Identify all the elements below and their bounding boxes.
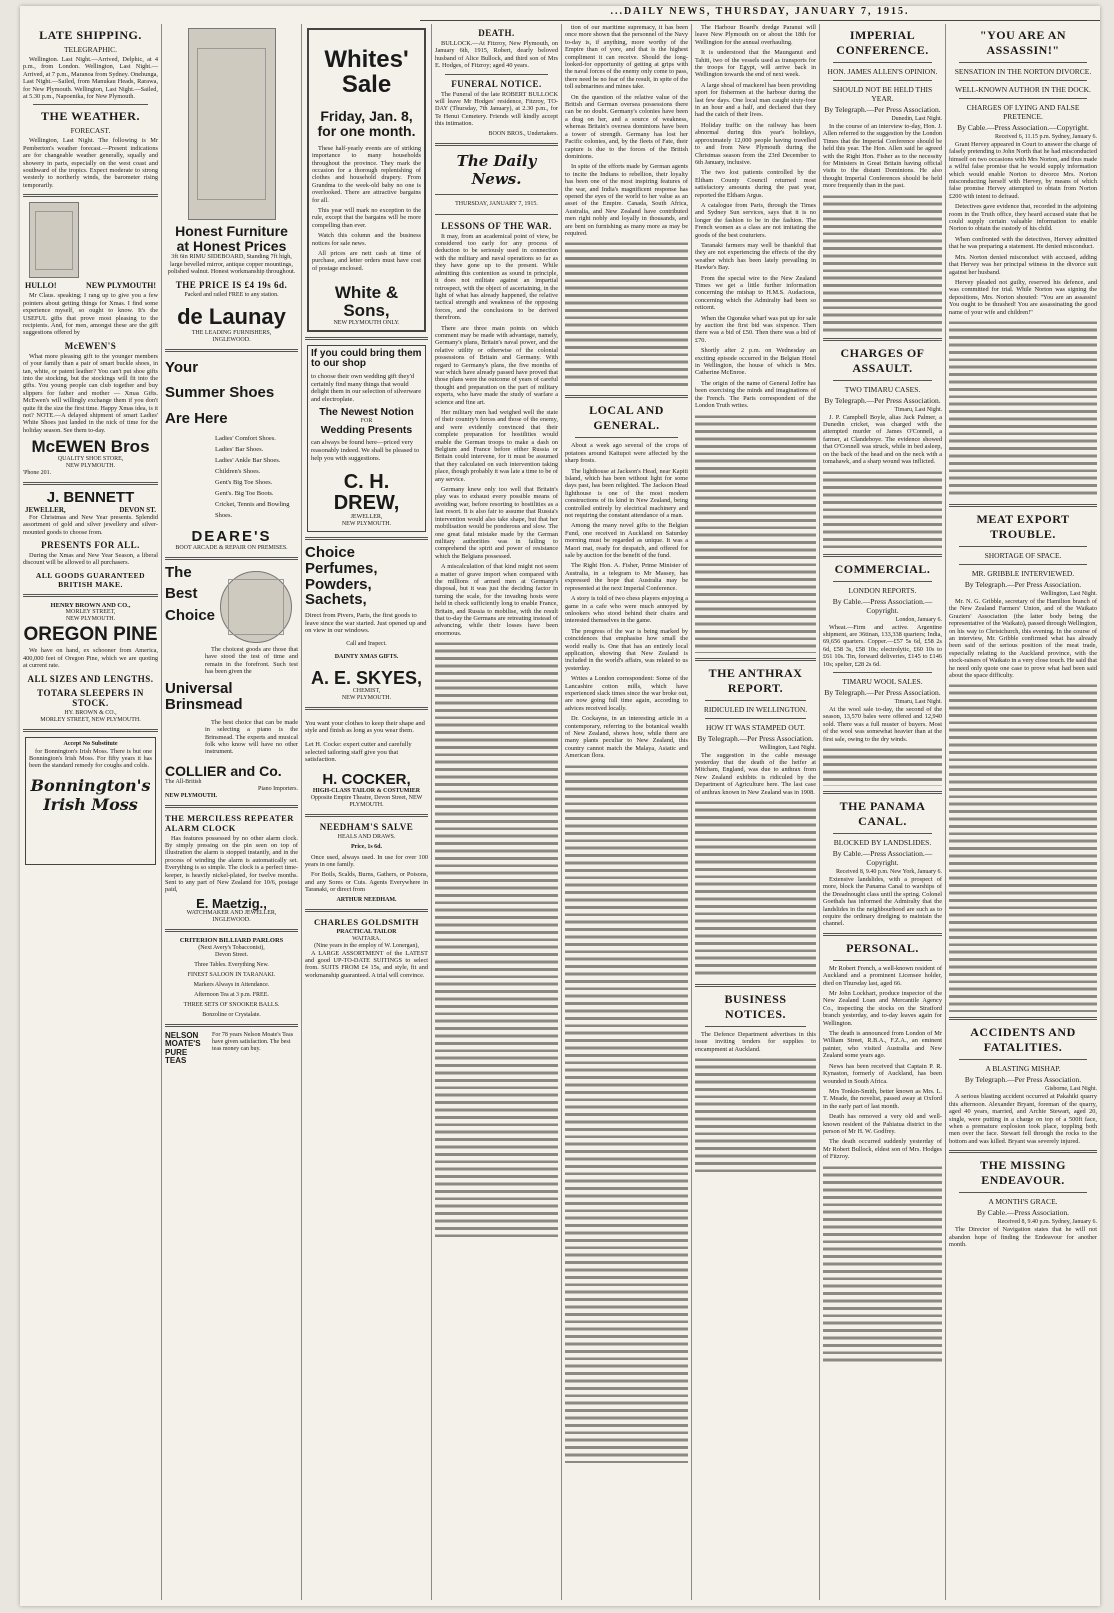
billiards-sub: (Next Avery's Tobacconist), <box>198 945 265 952</box>
newspaper-masthead: The Daily News. <box>456 151 537 188</box>
whites-text4: All prices are nett cash at time of purchase, and letter orders must have cost of postage enclosed. <box>312 250 421 272</box>
anthrax-sub: RIDICULED IN WELLINGTON. <box>703 704 808 714</box>
bonnington-text: for Bonnington's Irish Moss. There is but one Bonnington's Irish Moss. For fifty years it has been the standard remedy for coughs and colds. <box>29 747 152 770</box>
column-1 <box>20 24 162 1600</box>
personal-paragraph: Mrs Tonkin-Smith, better known as Mrs. L. T. Meade, the novelist, passed away at Oxford in the early part of last month. <box>823 1087 942 1110</box>
bennett-ad <box>23 490 158 589</box>
needham-price: Price, 1s 6d. <box>351 843 382 850</box>
drew-city: NEW PLYMOUTH. <box>341 521 392 528</box>
skyes-firm: A. E. SKYES, <box>310 667 423 688</box>
meat-sub2: MR. GRIBBLE INTERVIEWED. <box>971 568 1075 578</box>
page-header: ...DAILY NEWS, THURSDAY, JANUARY 7, 1915. <box>420 6 1100 21</box>
mcewen-name: McEWEN'S <box>64 340 117 351</box>
oregon-sizes: ALL SIZES AND LENGTHS. <box>27 673 154 684</box>
business-lines <box>695 1056 816 1176</box>
cocker-text: You want your clothes to keep their shape and style and finish as long as you wear them. <box>305 719 425 735</box>
oregon-city: NEW PLYMOUTH. <box>65 616 116 623</box>
drew-text: to choose their own wedding gift they'd certainly find many things that would delight them in our selection of silverware and electroplate. <box>311 372 422 403</box>
sideboard-illustration <box>188 28 276 220</box>
assassin-paragraph: Detectives gave evidence that, recorded in the adjoining room in the Truth office, they heard accused state that he could supply certain valuable information to enable Norton to obtain the custody of his child. <box>949 203 1097 233</box>
death-heading: DEATH. <box>478 28 515 38</box>
assassin-place: Received 6, 11.15 p.m. Sydney, January 6. <box>994 134 1097 140</box>
shoes-h2: Summer Shoes <box>165 384 275 402</box>
column-3 <box>302 24 432 1600</box>
accidents-sub: A BLASTING MISHAP. <box>985 1064 1061 1074</box>
furniture-title-2: at Honest Prices <box>176 237 287 254</box>
weather-heading: THE WEATHER. <box>41 109 140 124</box>
collier-firm: COLLIER and Co. <box>165 762 282 779</box>
death-text: BULLOCK.—At Fitzroy, New Plymouth, on January 6th, 1915, Robert, dearly beloved husband of Alice Bullock, and third son of Mrs E. Hodges, of Fitzroy; aged 40 years. <box>435 40 558 70</box>
needham-ad <box>305 822 428 904</box>
assassin-byline: By Cable.—Press Association.—Copyright. <box>957 123 1089 132</box>
personal-paragraph: News has been received that Captain P. R. Kynaston, formerly of Auckland, has been wounded in South Africa. <box>823 1062 942 1085</box>
editorial-heading: LESSONS OF THE WAR. <box>441 220 552 231</box>
choice-h5: Brinsmead <box>165 696 243 714</box>
business-heading: BUSINESS NOTICES. <box>724 991 787 1021</box>
bennett-presents: PRESENTS FOR ALL. <box>41 540 140 550</box>
weather-text: Wellington, Last Night. The following is Mr Pemberton's weather forecast.—Present indications are for changeable weather generally, squally and showery in parts, especially on the west coast and southward of the tropics. Expect moderate to strong westerly to northerly winds, the barometer rising temporarily. <box>23 137 158 189</box>
billiards-street: Devon Street. <box>215 952 248 959</box>
assassin-paragraph: Grant Hervey appeared in Court to answer the charge of falsely pretending to John North that he had misconducted himself on two occasions with Mrs Norton, and thus made a wilful false promise that he would supply information which would enable Norton to divorce Mrs. Norton misconducting herself with Hervey, by means of which false promise Hervey attempted to obtain from Norton £200 with intent to defraud. <box>949 141 1097 200</box>
mcewen-addr: NEW PLYMOUTH. <box>65 463 116 470</box>
imperial-sub: HON. JAMES ALLEN'S OPINION. <box>827 67 938 76</box>
needham-name: ARTHUR NEEDHAM. <box>336 896 397 903</box>
missing-place: Received 8, 9.40 p.m. Sydney, January 6. <box>997 1219 1097 1226</box>
maetzig-tag: WATCHMAKER AND JEWELLER, <box>186 910 277 917</box>
delaunay-tag: THE LEADING FURNISHERS, <box>191 329 272 336</box>
wool-place: Timaru, Last Night. <box>894 698 942 705</box>
assassin-lines <box>949 319 1097 499</box>
imperial-byline: By Telegraph.—Per Press Association. <box>824 105 941 114</box>
assault-byline: By Telegraph.—Per Press Association. <box>824 395 941 405</box>
whites-h3: Friday, Jan. 8, <box>320 108 413 125</box>
oregon-title: OREGON PINE <box>23 624 158 646</box>
imperial-text: In the course of an interview to-day, Hon. J. Allen referred to the suggestion by the London Times that the Imperial Conference should be held this year. The Hon. Allen said he agreed with the Right Hon. Fisher as to the necessity for Ministers in Great Britain having official visits to the distant Dominions. He also thought Imperial Conferences should be held more frequently than in the past. <box>823 123 942 190</box>
newspaper-page <box>20 6 1100 1606</box>
nelson-text: For 78 years Nelson Moate's Teas have given satisfaction. The best teas money can buy. <box>212 1032 294 1053</box>
shipping-subheading: TELEGRAPHIC. <box>63 45 118 54</box>
assassin-paragraph: When confronted with the detectives, Hervey admitted that he was preparing a statement. He denied misconduct. <box>949 235 1097 251</box>
local-news-paragraph: A story is told of two chess players enjoying a game in a cafe who were much annoyed by onlookers who stood behind their chairs and interested themselves in the game. <box>565 595 688 625</box>
column-6 <box>692 24 820 1600</box>
assault-heading: CHARGES OF ASSAULT. <box>840 345 925 375</box>
wool-lines <box>823 746 942 786</box>
panama-text: Extensive landslides, with a prospect of more, block the Panama Canal to warships of the Dreadnought class until the spring. Colonel Goethals has informed the Admiralty that the landslides in the neighbourhood are such as to require the ordinary dredging to maintain the channel. <box>823 875 942 928</box>
choice-h2: Best <box>165 585 198 603</box>
collier-ad <box>165 565 298 800</box>
editorial-paragraph: Germany knew only too well that Britain's play was to exhaust every possible means of avoiding war, before resorting to hostilities as a last resort. It is also fair to assume that Russia's intervention would also take shape, but that her mobilisation would be ponderous and slow. The one great fatal mistake made by the German military authorities was in failing to comprehend the spirit and power of resistance which the Belgians possessed. <box>435 486 558 560</box>
needham-sub: HEALS AND DRAWS. <box>337 833 396 840</box>
assassin-paragraph: Mrs. Norton denied misconduct with accused, adding that Hervey was her principal witness in the divorce suit against her husband. <box>949 253 1097 276</box>
furniture-title-1: Honest Furniture <box>175 223 288 239</box>
accidents-place: Gisborne, Last Night. <box>1045 1086 1097 1093</box>
anthrax-heading: THE ANTHRAX REPORT. <box>708 665 803 695</box>
missing-heading: THE MISSING ENDEAVOUR. <box>980 1158 1066 1188</box>
personal-body <box>823 965 942 1161</box>
billiards-l6: Bonzoline or Crystalate. <box>202 1012 261 1019</box>
assassin-body <box>949 141 1097 316</box>
goldsmith-ad <box>305 917 428 980</box>
shoe-list-item: Cricket, Tennis and Bowling Shoes. <box>215 500 290 519</box>
editorial-paragraph: On the question of the relative value of the British and German oversea possessions there can be no doubt. Germany's colonies have been a drag on her, and a source of weakness, whereas Britain's oversea dominions have been a tower of strength. Germany has lost her Pacific colonies, and, by the fleets of Fate, their capture is due to the forces of the British dominions. <box>565 93 688 160</box>
commercial-sub: LONDON REPORTS. <box>848 585 917 595</box>
billiards-ad <box>165 937 298 1019</box>
oregon-street: MORLEY STREET, <box>65 609 116 616</box>
commercial-place: London, January 6. <box>895 616 942 623</box>
funeral-sign: BOON BROS., Undertakers. <box>488 130 558 137</box>
column-7 <box>820 24 946 1600</box>
issue-date: THURSDAY, JANUARY 7, 1915. <box>455 200 538 207</box>
personal-heading: PERSONAL. <box>846 940 919 955</box>
local-news-paragraph: A large shoal of mackerel has been providing sport for fishermen at the harbour during the last few days. One local man caught sixty-four in an hour and a half, and declared that they had the catch of their lives. <box>695 81 816 119</box>
shoe-list-item: Gent's Big Toe Shoes. <box>215 478 273 486</box>
local-news-paragraph: From the special wire to the New Zealand Times we get a little further information concerning the mishap to H.M.S. Audacious, concerning which the Admiralty had been so reticent. <box>695 274 816 312</box>
meat-place: Wellington, Last Night. <box>1040 590 1097 597</box>
column-2 <box>162 24 302 1600</box>
mcewen-brand: McEWEN Bros <box>31 437 150 457</box>
local-news-paragraph: The lighthouse at Jackson's Head, near Kapiti Island, which has been without light for some days past, has been relighted. The Jackson Head lighthouse is one of the most modern constructions of its kind in New Zealand, being controlled entirely by electrical machinery and not requiring the constant attendance of a man. <box>565 467 688 520</box>
bennett-street: DEVON ST. <box>119 505 156 514</box>
hullo-text: HULLO! <box>25 281 57 291</box>
goldsmith-trade: PRACTICAL TAILOR <box>336 928 397 935</box>
editorial-continued-lines <box>565 240 688 390</box>
oregon-totara: TOTARA SLEEPERS IN STOCK. <box>37 687 144 708</box>
drew-firm: C. H. DREW, <box>333 471 400 515</box>
local-news-paragraph: The origin of the name of General Joffre has been exercising the minds and imaginations of the French. The Paris correspondent of the London Truth writes. <box>695 379 816 410</box>
cocker-tag: HIGH-CLASS TAILOR & COSTUMIER <box>312 787 421 794</box>
commercial-text: Wheat.—Firm and active. Argentine shipment, are 36tinan, 133,338 quarters; India, 69,656 quarters. Copper.—£57 5s 6d, £58 2s 6d, £58 3s, £58 10s; electrolytic, £60 10s to £61 10s. Tin, forward deliveries, £145 to £146 10s; spelter, £28 2s 6d. <box>823 623 942 668</box>
shipping-text: Wellington. Last Night.—Arrived, Delphic, at 4 p.m., from London. Wellington, Last Night.—Arrived, at 7 p.m., Maranoa from Sydney. Onehunga, Last Night.—Sailed, from Manukau Heads, Rarawa, for New Plymouth. Wellington, Last Night.—Sailed, at 5.30 p.m., Napoenika, for New Plymouth. <box>23 56 158 101</box>
commercial-heading: COMMERCIAL. <box>834 561 931 576</box>
delaunay-town: INGLEWOOD. <box>212 336 251 343</box>
assault-lines <box>823 469 942 549</box>
local-news-paragraph: Writes a London correspondent: Some of the Lancashire cotton mills, which have experienced slack times since the war broke out, are now going full time again, according to advices received locally. <box>565 675 688 712</box>
meat-lines <box>949 682 1097 1012</box>
mcewen-phone: 'Phone 201. <box>23 470 52 477</box>
local-news-paragraph: It is understood that the Maunganui and Tahiti, two of the vessels used as transports for the troops for Egypt, will arrive back in Wellington towards the end of next week. <box>695 49 816 79</box>
collier-tag2: Piano Importers. <box>258 785 298 792</box>
accidents-heading: ACCIDENTS AND FATALITIES. <box>970 1025 1076 1055</box>
billiards-l5: THREE SETS OF SNOOKER BALLS. <box>183 1002 280 1009</box>
whites-text2: This year will mark no exception to the rule, except that the bargains will be more compelling than ever. <box>312 207 421 229</box>
anthrax-byline: By Telegraph.—Per Press Association. <box>697 733 814 743</box>
whites-h4: for one month. <box>317 123 416 140</box>
editorial-paragraph: In spite of the efforts made by German agents to incite the Indians to rebellion, their loyalty has been one of the most inspiring features of the war, and India's magnificent response has opened the eyes of the world to her value as an asset of the Empire. Canada, South Africa, Australia, and New Zealand have contributed men right nobly and loyally in thousands, and are bent on furnishing as many more as may be required. <box>565 163 688 237</box>
drew-h1: If you could bring them to our shop <box>311 347 422 370</box>
commercial-byline: By Cable.—Press Association.—Copyright. <box>832 596 933 615</box>
oregon-sign: HY. BROWN & CO., <box>64 709 117 716</box>
mcewen-intro: Mr Claus. speaking; I rang up to give you a few pointers about getting things for Xmas. I find some experience myself, so ought to know. It's the USEFUL gifts that prove most pleasing to the recipients. And, for men, amongst these are the gift suggestions offered by <box>23 292 158 337</box>
furniture-packed: Packed and railed FREE to any station. <box>184 291 279 298</box>
editorial-paragraph: Her military men had weighed well the state of their country's forces and those of the enemy, and were evidently convinced that their complete preparation for hostilities would enable the German troops to make a dash on Belgium and France before either Russia or Britain could intervene, for it must be assumed that they calculated on such intervention taking place, though probably it was late a time to be of any service. <box>435 409 558 483</box>
imperial-place: Dunedin, Last Night. <box>891 116 942 122</box>
whites-h1: Whites' <box>324 46 409 73</box>
meat-text: Mr. N. G. Gribble, secretary of the Hamilton branch of the New Zealand Farmers' Union, and of the Waikato Graziers' Association (the latter body being the representative of the Waikato), passed through Wellington, on his way to Christchurch, this evening. In the course of an interview, Mr. Gribble confirmed what has already been said of the serious position of the meat trade, especially relating to the Auckland province, with the stock-raisers of Waikato in a very close touch. He said that he need only quote one case to prove what had been said about the space difficulty. <box>949 597 1097 679</box>
business-text: The Defence Department advertises in this issue inviting tenders for supplies to encampment at Auckland. <box>695 1030 816 1053</box>
local-news-paragraph: A catalogue from Paris, through the Times and Sydney Sun services, says that it is no longer the fashion to be in the fashion. The French women as a class are not imitating the goods of the best couturiers. <box>695 201 816 239</box>
editorial-continued-text <box>435 640 558 1240</box>
anthrax-lines <box>695 799 816 979</box>
meat-byline: By Telegraph.—Per Press Association. <box>964 579 1082 589</box>
bennett-name: J. BENNETT <box>46 489 135 507</box>
collier-tag: The All-British <box>165 778 202 785</box>
cocker-ad <box>305 720 428 809</box>
shoe-list-item: Ladies' Ankle Bar Shoes. <box>215 456 281 464</box>
assassin-sub: SENSATION IN THE NORTON DIVORCE. <box>954 67 1092 76</box>
shoes-h1: Your <box>165 358 199 376</box>
imperial-lines <box>823 193 942 333</box>
clock-ad <box>165 813 298 925</box>
weather-subheading: FORECAST. <box>70 126 111 136</box>
wool-heading: TIMARU WOOL SALES. <box>842 676 923 686</box>
santa-illustration <box>29 202 79 278</box>
column-5 <box>562 24 692 1600</box>
editorial-paragraph: tion of our maritime supremacy, it has been once more shown that the personnel of the Navy to-day is, if anything, more worthy of the Empire than of yore, and that is the highest compliment it can receive. Should the long-looked-for opportunity of getting at grips with the naval forces of the enemy only come to pass, there need be no fear of the result, in spite of the toll submarines and mines take. <box>565 24 688 91</box>
cocker-text2: Let H. Cocke: expert cutter and carefully selected tailoring staff give you that satisfaction. <box>305 740 412 764</box>
column-4 <box>432 24 562 1600</box>
shoe-list-item: Children's Shoes. <box>215 467 261 475</box>
skyes-h4: Sachets, <box>305 591 367 609</box>
skyes-dainty: DAINTY XMAS GIFTS. <box>334 653 399 660</box>
drew-h4: Wedding Presents <box>320 424 413 437</box>
local-news-paragraph: When the Ogonuke wharf was put up for sale by auction the first bid was sixpence. Then there was a bid of £50. Then there was a bid of £70. <box>695 314 816 344</box>
oregon-addr: MORLEY STREET, NEW PLYMOUTH. <box>40 716 141 723</box>
bennett-season: During the Xmas and New Year Season, a liberal discount will be allowed to all purchasers. <box>23 552 158 567</box>
nelson-ad <box>165 1032 298 1066</box>
local-notes-lines <box>695 413 816 653</box>
personal-paragraph: The death occurred suddenly yesterday of Mr Robert Bullock, eldest son of Mrs. Hodges of Fitzroy. <box>823 1138 942 1161</box>
maetzig-town: INGLEWOOD. <box>212 917 251 924</box>
billiards-title: CRITERION BILLIARD PARLORS <box>179 937 284 945</box>
missing-sub: A MONTH'S GRACE. <box>988 1197 1058 1207</box>
skyes-city: NEW PLYMOUTH. <box>341 694 392 701</box>
collier-city: NEW PLYMOUTH. <box>165 792 218 799</box>
drew-ad <box>307 345 426 532</box>
whites-city: NEW PLYMOUTH ONLY. <box>333 319 400 326</box>
assault-text: J. P. Campbell Boyle, alias Jack Palmer, a Dunedin cricket, was charged with the attempted murder of James O'Connell, a farmer, at Clandeboye. The evidence showed that O'Connell was struck, while in bed asleep, on the back of the head and on the neck with a tomahawk, and a sharp wound was inflicted. <box>823 413 942 466</box>
anthrax-sub2: HOW IT WAS STAMPED OUT. <box>705 722 806 732</box>
drew-h3: FOR <box>360 418 373 425</box>
meat-heading: MEAT EXPORT TROUBLE. <box>976 511 1070 541</box>
late-shipping-heading: LATE SHIPPING. <box>39 28 142 42</box>
goldsmith-town: WAITARA. <box>352 935 381 942</box>
deares-firm: DEARE'S <box>191 527 272 545</box>
whites-text: These half-yearly events are of striking importance to many households throughout the province. They mark the occasion for a thorough replenishing of clothes and household drapery. From Grandma to the week-old baby no one is overlooked. There are attractive bargains for all. <box>312 144 421 204</box>
funeral-text: The Funeral of the late ROBERT BULLOCK will leave Mr Hodges' residence, Fitzroy, TO-DAY (Thursday, 7th January), at 2.30 p.m., for Te Henui Cemetery. Friends will kindly accept this intimation. <box>435 90 558 128</box>
bennett-text: For Christmas and New Year presents. Splendid assortment of gold and silver jewellery and silver-mounted goods to choose from. <box>23 513 158 536</box>
clock-text: Has features possessed by no other alarm clock. By simply pressing on the pin seen on top of illustration the alarm is stopped instantly, and in the process of winding the alarm is automatically set. Everything is so simple. The clock is a perfect time-keeper, is heavily nickel-plated, for twelve months. Sent to any part of New Zealand for 10/6, postage paid, <box>165 834 298 894</box>
oregon-text: We have on hand, ex schooner from America, 400,000 feet of Oregon Pine, which we are quoting at current rate. <box>23 647 158 670</box>
oregon-ad <box>23 602 158 724</box>
goldsmith-sub: (Nine years in the employ of W. Lonergan), <box>314 942 419 949</box>
whites-ad <box>307 28 426 332</box>
watch-illustration <box>220 571 292 643</box>
editorial-body <box>435 233 558 638</box>
maetzig-firm: E. Maetzig., <box>196 895 267 911</box>
editorial-paragraph: A miscalculation of that kind might not seem a matter of grave import when compared with the millions of armed men at Germany's disposal, but it was just the deciding factor in turning the scale, for the invading hosts were held in check sufficiently long to enable France, Britain, and Russia to mobilise, with the result that to-day the Germans are retreating instead of advancing, while their losses have been enormous. <box>435 563 558 637</box>
mcewen-ad <box>23 202 158 477</box>
assault-sub: TWO TIMARU CASES. <box>844 384 921 394</box>
choice-text2: The best choice that can be made in selecting a piano is the Brinsmead. The experts and musical folk who know will have no other instrument. <box>205 718 298 756</box>
column-8 <box>946 24 1100 1600</box>
billiards-l4: Afternoon Tea at 3 p.m. FREE. <box>194 992 269 999</box>
imperial-sub2: SHOULD NOT BE HELD THIS YEAR. <box>832 85 933 103</box>
bonnington-top: Accept No Substitute <box>63 740 118 747</box>
personal-lines <box>823 1164 942 1364</box>
panama-place: Received 8, 9.40 p.m. New York, January 6. <box>836 868 942 875</box>
mcewen-body: What more pleasing gift to the younger members of your family than a pair of smart buckle shoes, in tan, white, or patent leather? You can't put shoe gifts into the stocking, but the stockings will fit into the gifts. You young people can club together and buy slippers for father and mother — Xmas Gifts. McEwen's will willingly exchange them if you don't quite fit the size the first time. Happy Xmas idea, is it not? NOTE.—A delayed shipment of smart Ladies' White Shoes just landed in the nick of time for the holiday season. See them to-day. <box>23 352 158 434</box>
shoe-list-item: Ladies' Bar Shoes. <box>215 445 264 453</box>
local-continued-lines <box>565 763 688 1463</box>
billiards-l3: Markers Always in Attendance. <box>193 982 270 989</box>
imperial-heading: IMPERIAL CONFERENCE. <box>836 28 929 57</box>
choice-h3: Choice <box>165 607 216 625</box>
choice-h4: Universal <box>165 680 233 698</box>
skyes-call: Call and Inspect. <box>346 640 387 647</box>
cocker-firm: H. COCKER, <box>322 770 411 788</box>
drew-trade: JEWELLER, <box>350 514 383 521</box>
shoe-list <box>215 433 298 521</box>
local-news-paragraph: The two lost patients controlled by the Eltham County Council returned most satisfactory amounts during the past year, reported the Eltham Argus. <box>695 169 816 199</box>
skyes-ad <box>305 545 428 702</box>
panama-heading: THE PANAMA CANAL. <box>839 798 926 828</box>
panama-sub: BLOCKED BY LANDSLIDES. <box>833 837 932 847</box>
local-news-paragraph: The Harbour Board's dredge Paranui will leave New Plymouth on or about the 18th for Wellington for the annual overhauling. <box>695 24 816 46</box>
local-notes-body <box>695 24 816 410</box>
accidents-byline: By Telegraph.—Per Press Association. <box>964 1075 1082 1085</box>
shoes-h3: Are Here <box>165 410 228 428</box>
assault-place: Timaru, Last Night. <box>894 406 942 413</box>
cocker-addr: Opposite Empire Theatre, Devon Street, NEW PLYMOUTH. <box>310 794 423 808</box>
shoe-list-item: Ladies' Comfort Shoes. <box>215 434 276 442</box>
choice-text: The choicest goods are those that have stood the test of time and remain in the forefront. Such test has been given the <box>205 645 298 675</box>
skyes-h1: Choice <box>305 544 356 562</box>
bonnington-ad <box>25 737 156 865</box>
local-news-paragraph: Shortly after 2 p.m. on Wednesday an exciting episode occurred in the Belgian Hotel in Wellington, the house of which is Mrs. Catherine McEnroe. <box>695 347 816 377</box>
bonnington-brand: Bonnington's Irish Moss <box>30 775 151 814</box>
mcewen-tag: QUALITY SHOE STORE, <box>57 456 124 463</box>
whites-firm: White & Sons, <box>334 283 399 321</box>
anthrax-place: Wellington, Last Night. <box>759 744 816 751</box>
wool-byline: By Telegraph.—Per Press Association. <box>824 687 941 697</box>
skyes-h3: Powders, <box>305 575 372 593</box>
clock-title: THE MERCILESS REPEATER ALARM CLOCK <box>165 812 294 833</box>
local-news-paragraph: Taranaki farmers may well be thankful that they are not experiencing the effects of the dry weather which has been lately prevailing in Hawke's Bay. <box>695 241 816 272</box>
assassin-heading: "YOU ARE AN ASSASSIN!" <box>979 28 1067 57</box>
assassin-sub2: WELL-KNOWN AUTHOR IN THE DOCK. <box>955 85 1091 94</box>
hullo-city: NEW PLYMOUTH! <box>85 281 156 291</box>
local-news-paragraph: The Right Hon. A. Fisher, Prime Minister of Australia, in a telegram to Mr Massey, has expressed the hope that Australia may be represented at the next Imperial Conference. <box>565 562 688 592</box>
meat-sub: SHORTAGE OF SPACE. <box>984 550 1062 560</box>
local-general-heading: LOCAL AND GENERAL. <box>589 403 664 433</box>
billiards-l2: FINEST SALOON IN TARANAKI. <box>187 972 276 979</box>
accidents-text: A serious blasting accident occurred at Pakahiki quarry this afternoon. Alexander Bryant, foreman of the quarry, aged 40 years, married, and Archie Stewart, aged 20, single, were putting in a charge on top of a 500ft face, when a premature explosion took place, toppling both men over the face. Stewart fell through the rocks to the bottom and was killed. Bryant was severely injured. <box>949 1093 1097 1145</box>
needham-text: Once used, always used. In use for over 100 years in one family. <box>305 853 428 868</box>
wool-text: At the wool sale to-day, the second of the season, 13,570 bales were offered and 12,940 sold. There was a full muster of buyers. Most of the wool was somewhat heavier than at the first sale, owing to the dry winds. <box>823 705 942 743</box>
goldsmith-name: CHARLES GOLDSMITH <box>313 916 420 927</box>
skyes-trade: CHEMIST, <box>352 687 381 694</box>
deares-addr: BOOT ARCADE & REPAIR ON PREMISES. <box>175 544 288 551</box>
editorial-paragraph: There are three main points on which comment may be made with advantage, namely, Germany's plans, Britain's naval power, and the relative utility or otherwise of the colonial possessions of Britain and Germany. With regard to Germany's plans, the five months of war which have already passed have proved that those plans were the outcome of years of careful thought and preparation on the part of military experts, who have made the study of warfare a science and fine art. <box>435 324 558 406</box>
personal-paragraph: Mr Robert French, a well-known resident of Auckland and a prominent Licensee holder, died on Thursday last, aged 66. <box>823 964 942 987</box>
furniture-price: THE PRICE IS £4 19s 6d. <box>175 279 288 290</box>
personal-paragraph: Death has removed a very old and well-known resident of the Pahiatua district in the person of Mr H. W. Godfrey. <box>823 1113 942 1135</box>
editorial-continuation <box>565 24 688 237</box>
bennett-guarantee: ALL GOODS GUARANTEED BRITISH MAKE. <box>35 570 146 589</box>
delaunay-firm: de Launay <box>177 303 286 329</box>
anthrax-text: The suggestion in the cable message yesterday that the death of the heifer at Mitcham, England, was due to anthrax from New Zealand exhibits is ridiculed by the Department of Agriculture here. The last case of anthrax known in New Zealand was in 1908. <box>695 751 816 796</box>
personal-paragraph: Mr John Lockhart, produce inspector of the New Zealand Loan and Mercantile Agency Co., inspecting the stocks on the Stratford branch yesterday, and to-day leaves again for Wellington. <box>823 990 942 1027</box>
shoe-list-item: Gent's. Big Toe Boots. <box>215 489 274 497</box>
needham-text2: For Boils, Scalds, Burns, Gathers, or Poisons, and any Sores or Cuts. Agents Everywhere in Taranaki, or direct from <box>305 871 428 894</box>
editorial-paragraph: It may, from an academical point of view, be considered too early for any process of deduction to be seriously used in connection with the military and naval operations so far as they have gone up to the present. While admitting this contention as sound in principle, it does not militate against an impartial retrospect, with the object of ascertaining, in the light of what has already happened, the relative tactical strength and weakness of the opposing forces, and the conclusions to be derived therefrom. <box>435 232 558 322</box>
assassin-paragraph: Hervey pleaded not guilty, reserved his defence, and was committed for trial. While Norton was signing the depositions, Mrs. Norton shouted: "You are an assassin! You ought to be thrashed! You are assassinating the good name of your wife and children!" <box>949 278 1097 316</box>
drew-h2: The Newest Notion <box>319 406 414 419</box>
furniture-desc: 3ft 6in RIMU SIDEBOARD, Standing 7ft high, large bevelled mirror, antique copper mountings, polished walnut. Honest workmanship throughout. <box>167 253 296 276</box>
funeral-heading: FUNERAL NOTICE. <box>451 78 542 89</box>
whites-h2: Sale <box>341 71 392 99</box>
deares-ad <box>165 360 298 552</box>
assassin-sub3: CHARGES OF LYING AND FALSE PRETENCE. <box>966 103 1080 121</box>
local-news-paragraph: About a week ago several of the crops of potatoes around Kaitupoi were affected by the sharp frosts. <box>565 442 688 465</box>
needham-title: NEEDHAM'S SALVE <box>319 821 414 832</box>
personal-paragraph: The death is announced from London of Mr William Street, R.B.A., F.Z.A., an eminent painter, who visited Australia and New Zealand some years ago. <box>823 1030 942 1060</box>
missing-byline: By Cable.—Press Association. <box>976 1208 1070 1218</box>
billiards-l1: Three Tables. Everything New. <box>194 962 269 969</box>
panama-byline: By Cable.—Press Association.—Copyright. <box>832 848 933 867</box>
local-news-paragraph: Dr. Cockayne, in an interesting article in a contemporary, referring to the botanical wealth of New Zealand, shows how, while there are many plants peculiar to New Zealand, this country cannot match the Malaya, Asiatic and American flora. <box>565 715 688 760</box>
drew-text2: can always be found here—priced very reasonably indeed. We shall be pleased to help you with suggestions. <box>311 439 420 462</box>
local-news-paragraph: Holiday traffic on the railway has been abnormal during this year's holidays, approximately 12,000 people having travelled to and from New Plymouth during the Christmas season from the 23rd December to 6th January, inclusive. <box>695 121 816 166</box>
nelson-title: NELSON MOATE'S PURE TEAS <box>165 1031 201 1066</box>
goldsmith-text: A LARGE ASSORTMENT of the LATEST and good UP-TO-DATE SUITINGS to select from. SUITS FROM £4 15s, and style, fit and workmanship guaranteed. A trial will convince. <box>305 949 428 979</box>
local-news-paragraph: The progress of the war is being marked by coincidences that emphasise how small the world really is. One that has an entirely local application, showing that New Zealand is included in the world's affairs, was related to us yesterday. <box>565 627 688 672</box>
oregon-firm: HENRY BROWN AND CO., <box>50 601 131 609</box>
bennett-trade: JEWELLER, <box>25 505 66 514</box>
whites-text3: Watch this column and the business notices for sale news. <box>312 232 421 247</box>
local-general-body <box>565 442 688 759</box>
skyes-text: Direct from Pivers, Paris, the first goods to leave since the war started. Just opened up and on view in our windows. <box>305 612 427 635</box>
choice-h1: The <box>165 563 192 581</box>
missing-text: The Director of Navigation states that he will not abandon hope of finding the Endeavour for another month. <box>949 1226 1097 1249</box>
local-news-paragraph: Among the many novel gifts to the Belgian Fund, one received in Auckland on Saturday morning must be regarded as unique. It was a Maori mat, ready for despatch, and offered for sale by auction for the benefit of the fund. <box>565 522 688 560</box>
skyes-h2: Perfumes, <box>305 559 378 577</box>
